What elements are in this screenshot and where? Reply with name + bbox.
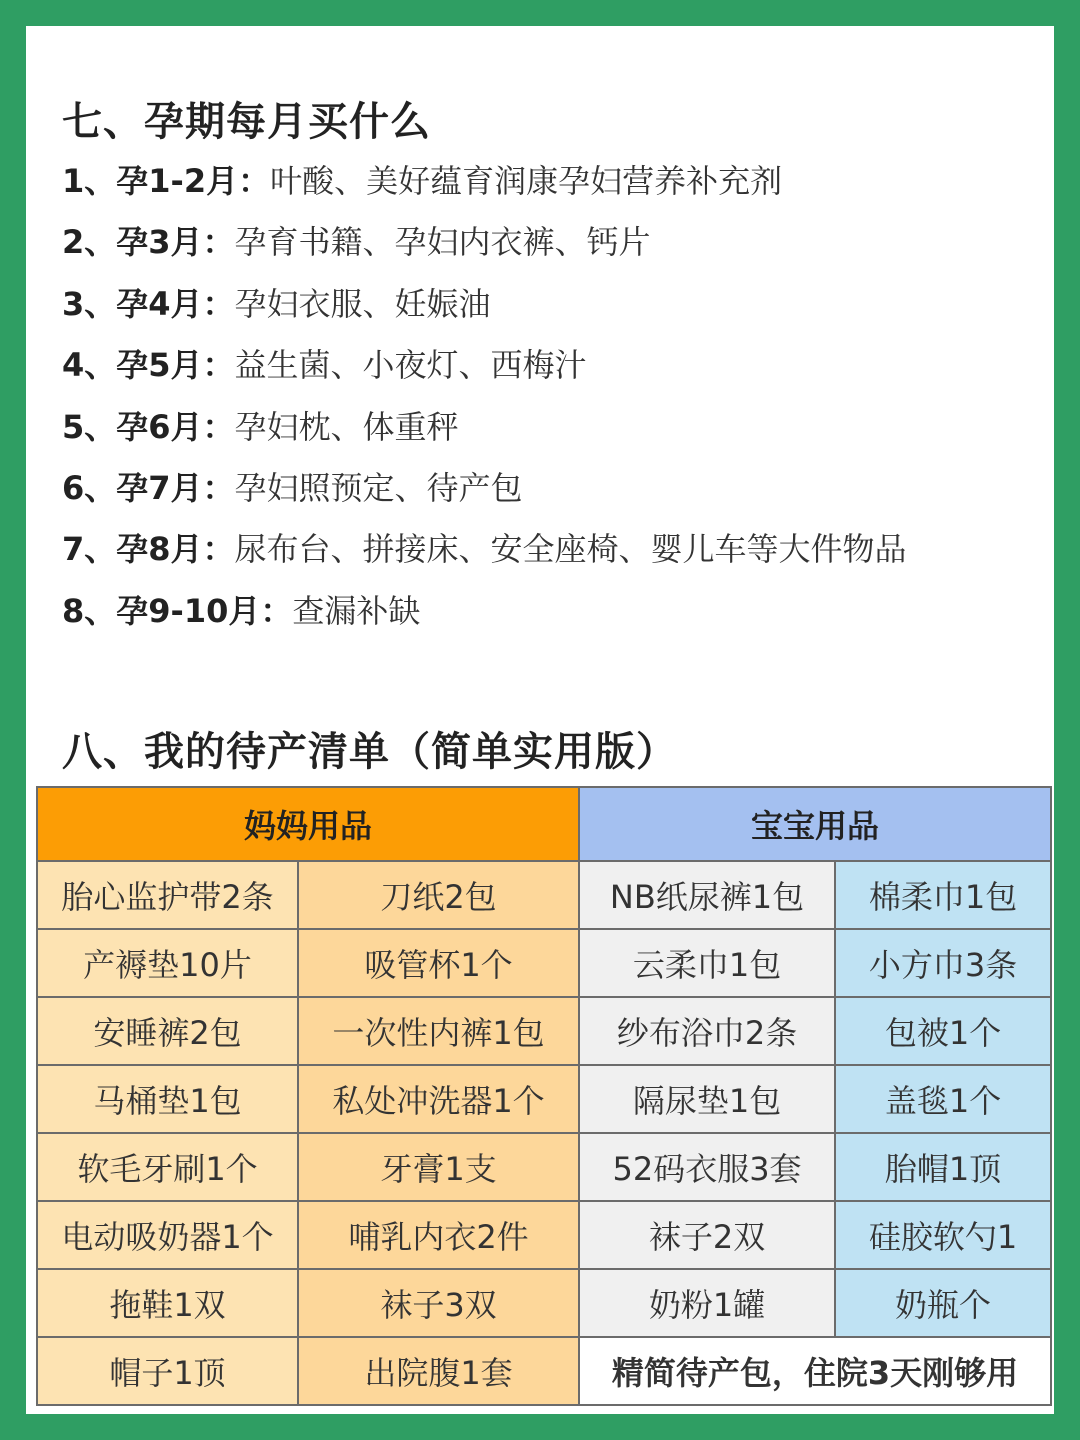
table-cell: 安睡裤2包 [37, 997, 298, 1065]
table-row [37, 1133, 1051, 1201]
monthly-shopping-list [62, 158, 907, 649]
month-label: 5、孕6月： [62, 407, 235, 446]
list-item [62, 588, 907, 649]
table-cell: 软毛牙刷1个 [37, 1133, 298, 1201]
month-items: 孕妇衣服、妊娠油 [234, 284, 491, 323]
month-items: 孕妇枕、体重秤 [234, 407, 459, 446]
table-cell: 胎心监护带2条 [37, 861, 298, 929]
table-cell: 帽子1顶 [37, 1337, 298, 1405]
table-cell: 刀纸2包 [298, 861, 579, 929]
section-7-title: 七、孕期每月买什么 [62, 99, 431, 145]
month-label: 8、孕9-10月： [62, 591, 293, 630]
mom-items-header: 妈妈用品 [37, 787, 579, 861]
table-cell: 奶瓶个 [835, 1269, 1051, 1337]
table-cell: 产褥垫10片 [37, 929, 298, 997]
list-item [62, 219, 907, 280]
table-cell: 袜子2双 [579, 1201, 835, 1269]
month-label: 3、孕4月： [62, 284, 235, 323]
table-cell: NB纸尿裤1包 [579, 861, 835, 929]
month-items: 孕妇照预定、待产包 [234, 468, 523, 507]
table-cell: 棉柔巾1包 [835, 861, 1051, 929]
list-item [62, 342, 907, 403]
checklist-table [36, 786, 1052, 1406]
list-item [62, 281, 907, 342]
table-cell: 私处冲洗器1个 [298, 1065, 579, 1133]
table-cell: 奶粉1罐 [579, 1269, 835, 1337]
month-items: 尿布台、拼接床、安全座椅、婴儿车等大件物品 [234, 530, 907, 569]
table-cell: 硅胶软勺1 [835, 1201, 1051, 1269]
list-item [62, 526, 907, 587]
checklist-note: 精简待产包，住院3天刚够用 [579, 1337, 1051, 1405]
content-card [26, 26, 1054, 1414]
table-cell: 袜子3双 [298, 1269, 579, 1337]
table-cell: 52码衣服3套 [579, 1133, 835, 1201]
table-row [37, 997, 1051, 1065]
table-cell: 云柔巾1包 [579, 929, 835, 997]
table-cell: 胎帽1顶 [835, 1133, 1051, 1201]
table-cell: 一次性内裤1包 [298, 997, 579, 1065]
table-cell: 纱布浴巾2条 [579, 997, 835, 1065]
month-label: 1、孕1-2月： [62, 162, 271, 200]
list-item [62, 404, 907, 465]
table-cell: 盖毯1个 [835, 1065, 1051, 1133]
month-label: 7、孕8月： [62, 530, 235, 569]
table-cell: 小方巾3条 [835, 929, 1051, 997]
month-items: 查漏补缺 [292, 591, 421, 630]
table-cell: 隔尿垫1包 [579, 1065, 835, 1133]
month-label: 4、孕5月： [62, 346, 235, 385]
table-row [37, 1201, 1051, 1269]
baby-items-header: 宝宝用品 [579, 787, 1051, 861]
table-cell: 吸管杯1个 [298, 929, 579, 997]
month-label: 6、孕7月： [62, 468, 235, 507]
list-item [62, 158, 907, 219]
table-cell: 拖鞋1双 [37, 1269, 298, 1337]
month-items: 益生菌、小夜灯、西梅汁 [234, 346, 587, 385]
month-label: 2、孕3月： [62, 223, 235, 262]
month-items: 叶酸、美好蕴育润康孕妇营养补充剂 [270, 162, 783, 200]
table-row [37, 861, 1051, 929]
table-cell: 牙膏1支 [298, 1133, 579, 1201]
table-row [37, 929, 1051, 997]
table-row [37, 1337, 1051, 1405]
table-row [37, 1065, 1051, 1133]
month-items: 孕育书籍、孕妇内衣裤、钙片 [234, 223, 651, 262]
table-cell: 哺乳内衣2件 [298, 1201, 579, 1269]
table-header-row [37, 787, 1051, 861]
table-cell: 电动吸奶器1个 [37, 1201, 298, 1269]
table-cell: 马桶垫1包 [37, 1065, 298, 1133]
table-row [37, 1269, 1051, 1337]
section-8-title: 八、我的待产清单（简单实用版） [62, 729, 677, 775]
table-cell: 包被1个 [835, 997, 1051, 1065]
table-cell: 出院腹1套 [298, 1337, 579, 1405]
list-item [62, 465, 907, 526]
